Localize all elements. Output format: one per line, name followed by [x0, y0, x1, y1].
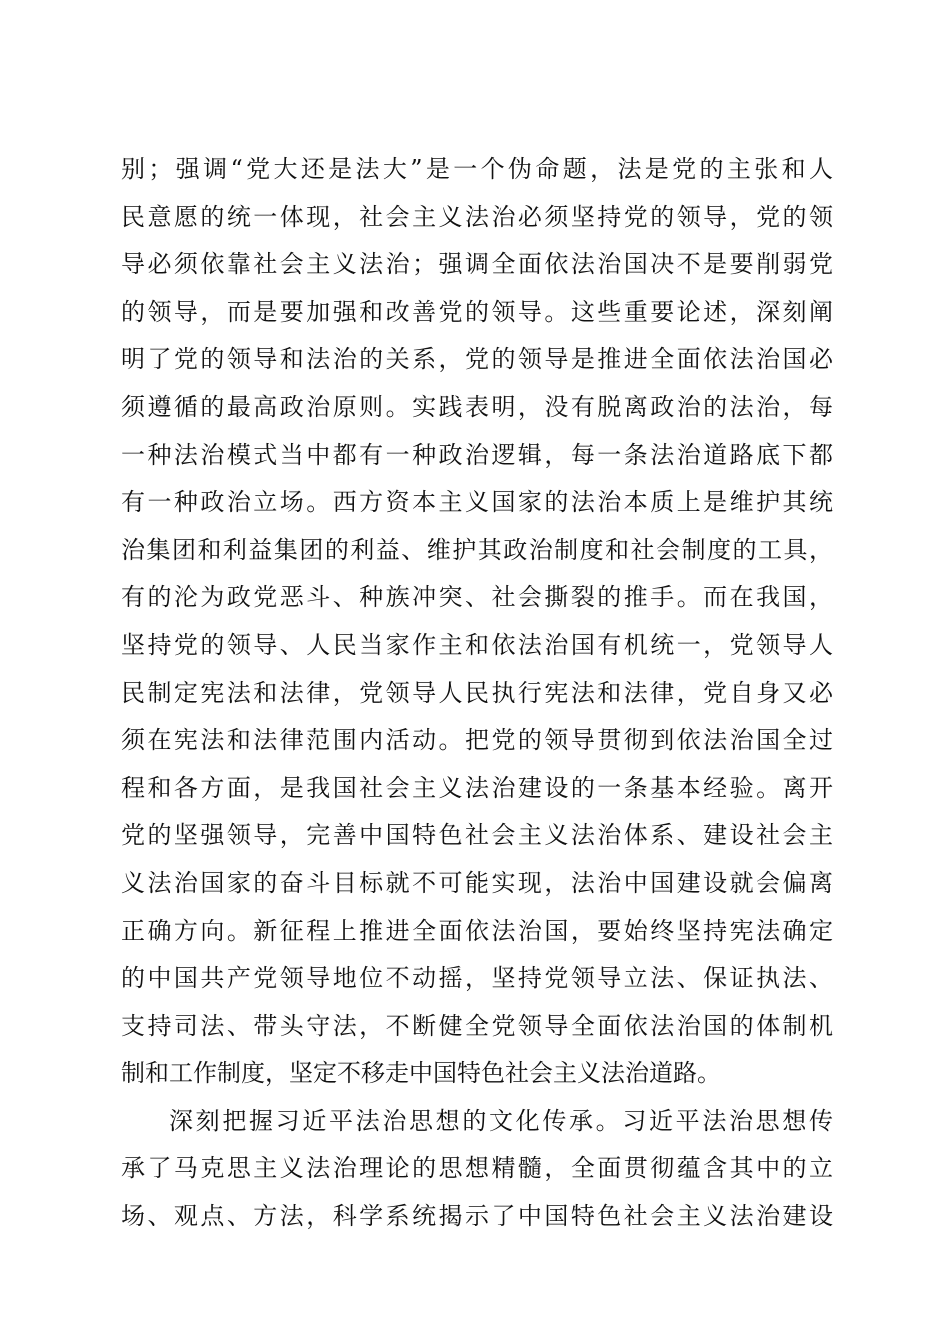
text-line: 民意愿的统一体现，社会主义法治必须坚持党的领导，党的领	[121, 202, 833, 231]
text-line: 有的沦为政党恶斗、种族冲突、社会撕裂的推手。而在我国，	[121, 583, 833, 612]
text-line: 支持司法、带头守法，不断健全党领导全面依法治国的体制机	[121, 1011, 833, 1040]
text-line: 场、观点、方法，科学系统揭示了中国特色社会主义法治建设	[121, 1202, 833, 1231]
paragraph-2	[121, 1098, 833, 1241]
text-line: 须遵循的最高政治原则。实践表明，没有脱离政治的法治，每	[121, 392, 833, 421]
text-line: 明了党的领导和法治的关系，党的领导是推进全面依法治国必	[121, 345, 833, 374]
text-line: 别；强调“党大还是法大”是一个伪命题，法是党的主张和人	[121, 155, 833, 183]
paragraph-1	[121, 146, 833, 1098]
body-text	[121, 146, 833, 1241]
text-line: 治集团和利益集团的利益、维护其政治制度和社会制度的工具，	[121, 535, 833, 564]
text-line: 坚持党的领导、人民当家作主和依法治国有机统一，党领导人	[121, 630, 833, 659]
text-line: 须在宪法和法律范围内活动。把党的领导贯彻到依法治国全过	[121, 726, 833, 755]
text-line: 的领导，而是要加强和改善党的领导。这些重要论述，深刻阐	[121, 297, 833, 326]
text-line: 义法治国家的奋斗目标就不可能实现，法治中国建设就会偏离	[121, 868, 833, 897]
text-line: 制和工作制度，坚定不移走中国特色社会主义法治道路。	[121, 1059, 721, 1088]
text-line: 的中国共产党领导地位不动摇，坚持党领导立法、保证执法、	[121, 964, 833, 993]
text-line: 深刻把握习近平法治思想的文化传承。习近平法治思想传	[169, 1106, 833, 1135]
text-line: 一种法治模式当中都有一种政治逻辑，每一条法治道路底下都	[121, 440, 833, 469]
text-line: 正确方向。新征程上推进全面依法治国，要始终坚持宪法确定	[121, 916, 833, 945]
text-line: 有一种政治立场。西方资本主义国家的法治本质上是维护其统	[121, 488, 833, 517]
text-line: 党的坚强领导，完善中国特色社会主义法治体系、建设社会主	[121, 821, 833, 850]
text-line: 民制定宪法和法律，党领导人民执行宪法和法律，党自身又必	[121, 678, 833, 707]
text-line: 导必须依靠社会主义法治；强调全面依法治国决不是要削弱党	[121, 250, 833, 279]
text-line: 承了马克思主义法治理论的思想精髓，全面贯彻蕴含其中的立	[121, 1154, 833, 1183]
text-line: 程和各方面，是我国社会主义法治建设的一条基本经验。离开	[121, 773, 833, 802]
